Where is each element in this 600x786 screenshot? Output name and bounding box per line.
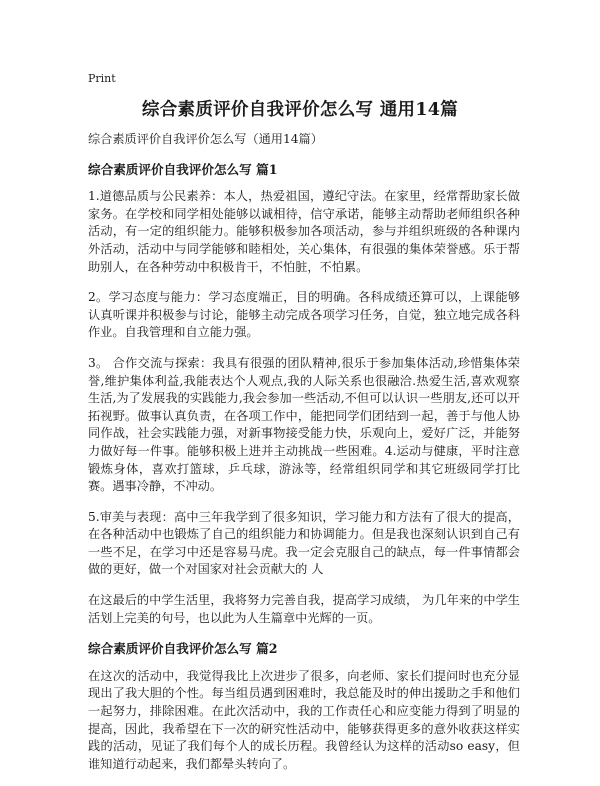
paragraph: 3。 合作交流与探索：我具有很强的团队精神,很乐于参加集体活动,珍惜集体荣誉,维护集体利益,我能表达个人观点,我的人际关系也很融洽.热爱生活,喜欢观察生活,为了发展我的实践能力,我会参加一些活动,不但可以认识一些朋友,还可以开拓视野。做事认真负责，在各项工作中，能把同学们团结到一起，善于与他人协同作战，社会实践能力强，对新事物接受能力快，乐观向上，爱好广泛，并能努力做好每一件事。能够积极上进并主动挑战一些困难。4.运动与健康，平时注意锻炼身体，喜欢打篮球，乒乓球，游泳等，经常组织同学和其它班级同学打比赛。遇事冷静，不冲动。 (88, 355, 520, 494)
paragraph: 1.道德品质与公民素养：本人，热爱祖国，遵纪守法。在家里，经常帮助家长做家务。在学校和同学相处能够以诚相待，信守承诺，能够主动帮助老师组织各种活动，有一定的组织能力。能够积极参加各项活动，参与并组织班级的各种课内外活动，活动中与同学能够和睦相处，关心集体，有很强的集体荣誉感。乐于帮助别人，在各种劳动中积极肯干，不怕脏，不怕累。 (88, 189, 520, 274)
paragraph: 5.审美与表现：高中三年我学到了很多知识，学习能力和方法有了很大的提高，在各种活动中也锻炼了自己的组织能力和协调能力。但是我也深刻认识到自己有一些不足，在学习中还是容易马虎。我一定会克服自己的缺点，每一件事情都会做的更好，做一个对国家对社会贡献大的 人 (88, 509, 520, 577)
page-title: 综合素质评价自我评价怎么写 通用14篇 (141, 100, 459, 120)
paragraph: 在这最后的中学生活里，我将努力完善自我，提高学习成绩， 为几年来的中学生活划上完美的句号，也以此为人生篇章中光辉的一页。 (88, 593, 520, 625)
print-link[interactable]: Print (88, 72, 116, 85)
article-body (88, 131, 520, 786)
section-heading: 综合素质评价自我评价怎么写 篇2 (88, 641, 278, 657)
paragraph: 在这次的活动中，我觉得我比上次进步了很多，向老师、家长们提问时也充分显现出了我大胆的个性。每当组员遇到困难时，我总能及时的伸出援助之手和他们一起努力，排除困难。在此次活动中，我的工作责任心和应变能力得到了明显的提高，因此，我希望在下一次的研究性活动中，能够获得更多的意外收获这样实践的活动，见证了我们每个人的成长历程。我曾经认为这样的活动so easy，但谁知道行动起来，我们都晕头转向了。 (88, 668, 520, 771)
section-heading: 综合素质评价自我评价怎么写 篇1 (88, 161, 278, 177)
paragraph: 2。学习态度与能力：学习态度端正，目的明确。各科成绩还算可以，上课能够认真听课并积极参与讨论，能够主动完成各项学习任务，自觉，独立地完成各科作业。自我管理和自立能力强。 (88, 290, 520, 340)
article-subtitle: 综合素质评价自我评价怎么写（通用14篇） (88, 132, 323, 146)
